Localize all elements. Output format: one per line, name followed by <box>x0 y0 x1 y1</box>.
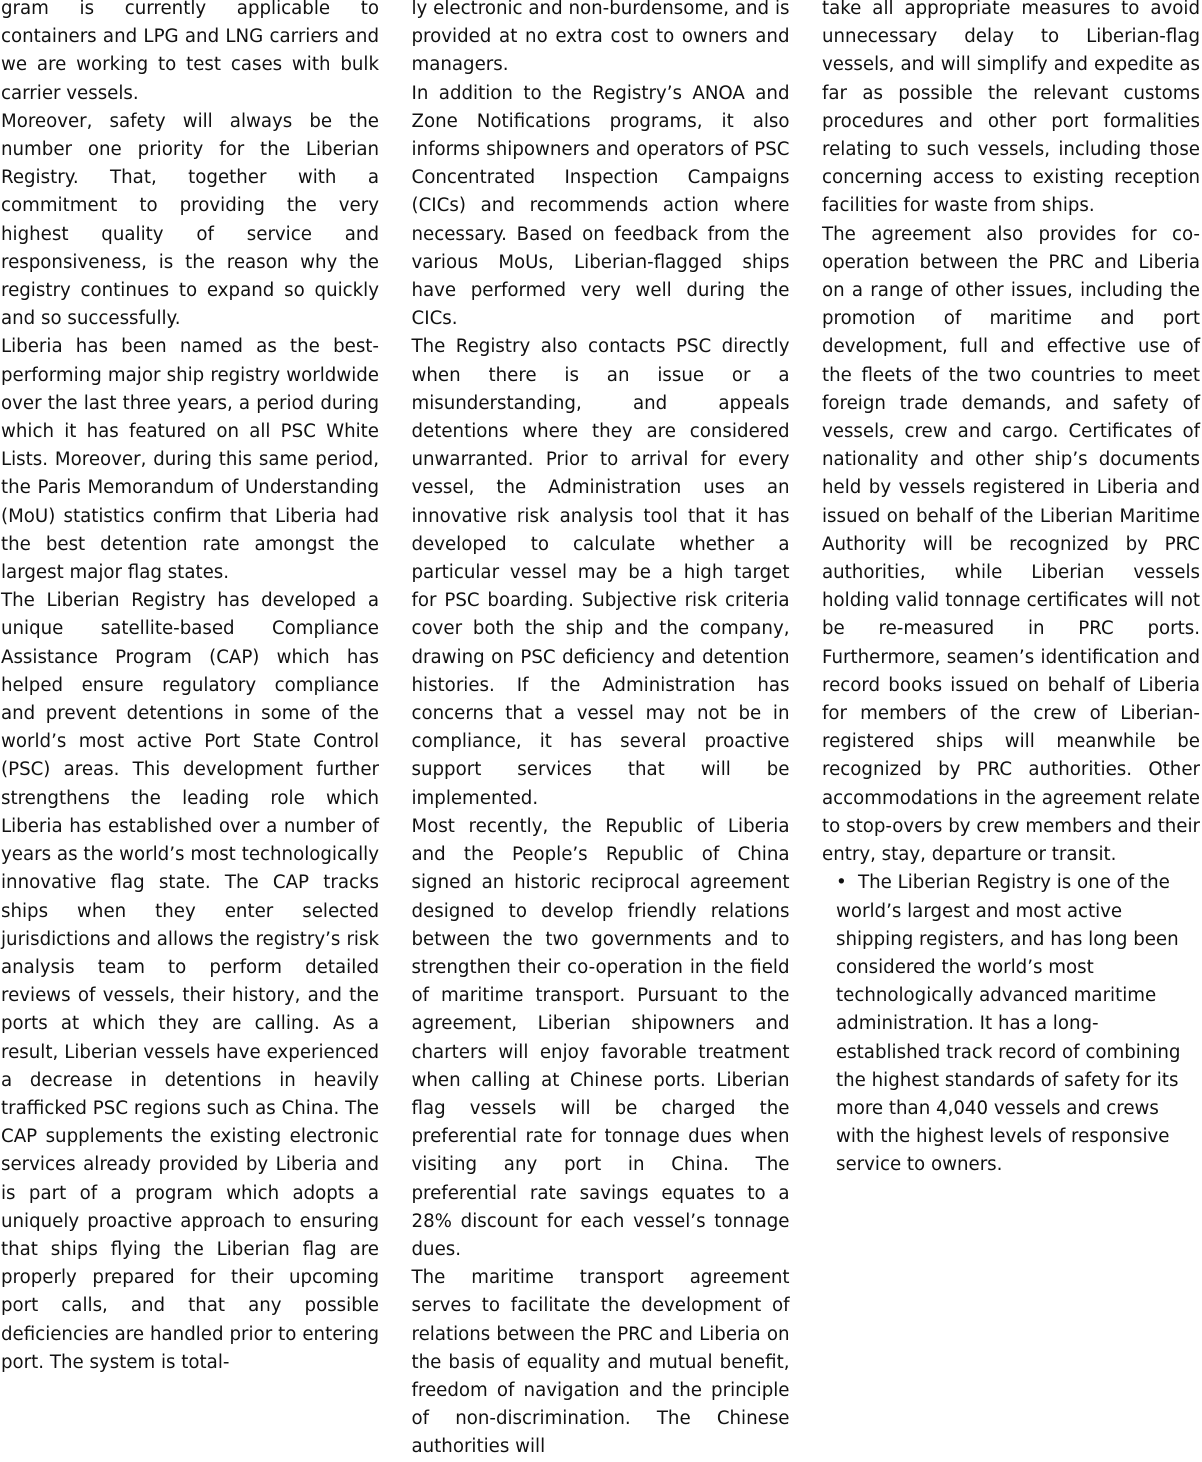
paragraph: Most recently, the Republic of Liberia and the People’s Republic of China signed an historic reciprocal agreement designed to develop friendly relations between the two governments and to strengthen their co-operation in the field of maritime transport. Pursuant to the agreement, Liberian shipowners and charters will enjoy favorable treatment when calling at Chinese ports. Liberian flag vessels will be charged the preferential rate for tonnage dues when visiting any port in China. The preferential rate savings equates to a 28% discount for each vessel’s tonnage dues. <box>411 815 790 1260</box>
bullet-icon: • <box>836 872 847 894</box>
paragraph: ly electronic and non-burdensome, and is provided at no extra cost to owners and managers. <box>411 0 790 76</box>
paragraph: In addition to the Registry’s ANOA and Zone Notifications programs, it also informs shipowners and operators of PSC Concentrated Inspection Campaigns (CICs) and recommends action where necessary. Based on feedback from the various MoUs, Liberian-flagged ships have performed very well during the CICs. <box>411 82 790 330</box>
paragraph: The Liberian Registry has developed a unique satellite-based Compliance Assistance Program (CAP) which has helped ensure regulatory compliance and prevent detentions in some of the world’s most active Port State Control (PSC) areas. This development further strengthens the leading role which Liberia has established over a number of years as the world’s most technologically innovative flag state. The CAP tracks ships when they enter selected jurisdictions and allows the registry’s risk analysis team to perform detailed reviews of vessels, their history, and the ports at which they are calling. As a result, Liberian vessels have experienced a decrease in detentions in heavily trafficked PSC regions such as China. The CAP supplements the existing electronic services already provided by Liberia and is part of a program which adopts a uniquely proactive approach to ensuring that ships flying the Liberian flag are properly prepared for their upcoming port calls, and that any possible deficiencies are handled prior to entering port. The system is total- <box>1 590 379 1373</box>
paragraph: The maritime transport agreement serves to facilitate the development of relations between the PRC and Liberia on the basis of equality and mutual benefit, freedom of navigation and the principle of non-discrimination. The Chinese authorities will <box>411 1267 790 1458</box>
paragraph: Liberia has been named as the best-performing major ship registry worldwide over the last three years, a period during which it has featured on all PSC White Lists. Moreover, during this same period, the Paris Memorandum of Understanding (MoU) statistics confirm that Liberia had the best detention rate amongst the largest major flag states. <box>1 336 379 584</box>
paragraph: gram is currently applicable to containers and LPG and LNG carriers and we are working to test cases with bulk carrier vessels. <box>1 0 379 104</box>
text-column-2 <box>411 0 790 1458</box>
paragraph: Moreover, safety will always be the number one priority for the Liberian Registry. That, together with a commitment to providing the very highest quality of service and responsiveness, is the reason why the registry continues to expand so quickly and so successfully. <box>1 110 379 330</box>
bullet-item <box>822 869 1200 1179</box>
paragraph: take all appropriate measures to avoid unnecessary delay to Liberian-flag vessels, and will simplify and expedite as far as possible the relevant customs procedures and other port formalities relating to such vessels, including those concerning access to existing reception facilities for waste from ships. <box>822 0 1200 217</box>
paragraph: The agreement also provides for co-operation between the PRC and Liberia on a range of other issues, including the promotion of maritime and port development, full and effective use of the fleets of the two countries to meet foreign trade demands, and safety of vessels, crew and cargo. Certificates of nationality and other ship’s documents held by vessels registered in Liberia and issued on behalf of the Liberian Maritime Authority will be recognized by PRC authorities, while Liberian vessels holding valid tonnage certificates will not be re-measured in PRC ports. Furthermore, seamen’s identification and record books issued on behalf of Liberia for members of the crew of Liberian-registered ships will meanwhile be recognized by PRC authorities. Other accommodations in the agreement relate to stop-overs by crew members and their entry, stay, departure or transit. <box>822 223 1200 866</box>
bullet-text: The Liberian Registry is one of the world’s largest and most active shipping registers, and has long been considered the world’s most technologically advanced maritime administration. It has a long-established track record of combining the highest standards of safety for its more than 4,040 vessels and crews with the highest levels of responsive service to owners. <box>836 872 1181 1176</box>
text-column-1 <box>1 0 379 1373</box>
text-column-3 <box>822 0 1200 1291</box>
paragraph: The Registry also contacts PSC directly when there is an issue or a misunderstanding, and appeals detentions where they are considered unwarranted. Prior to arrival for every vessel, the Administration uses an innovative risk analysis tool that it has developed to calculate whether a particular vessel may be a high target for PSC boarding. Subjective risk criteria cover both the ship and the company, drawing on PSC deficiency and detention histories. If the Administration has concerns that a vessel may not be in compliance, it has several proactive support services that will be implemented. <box>411 336 790 809</box>
